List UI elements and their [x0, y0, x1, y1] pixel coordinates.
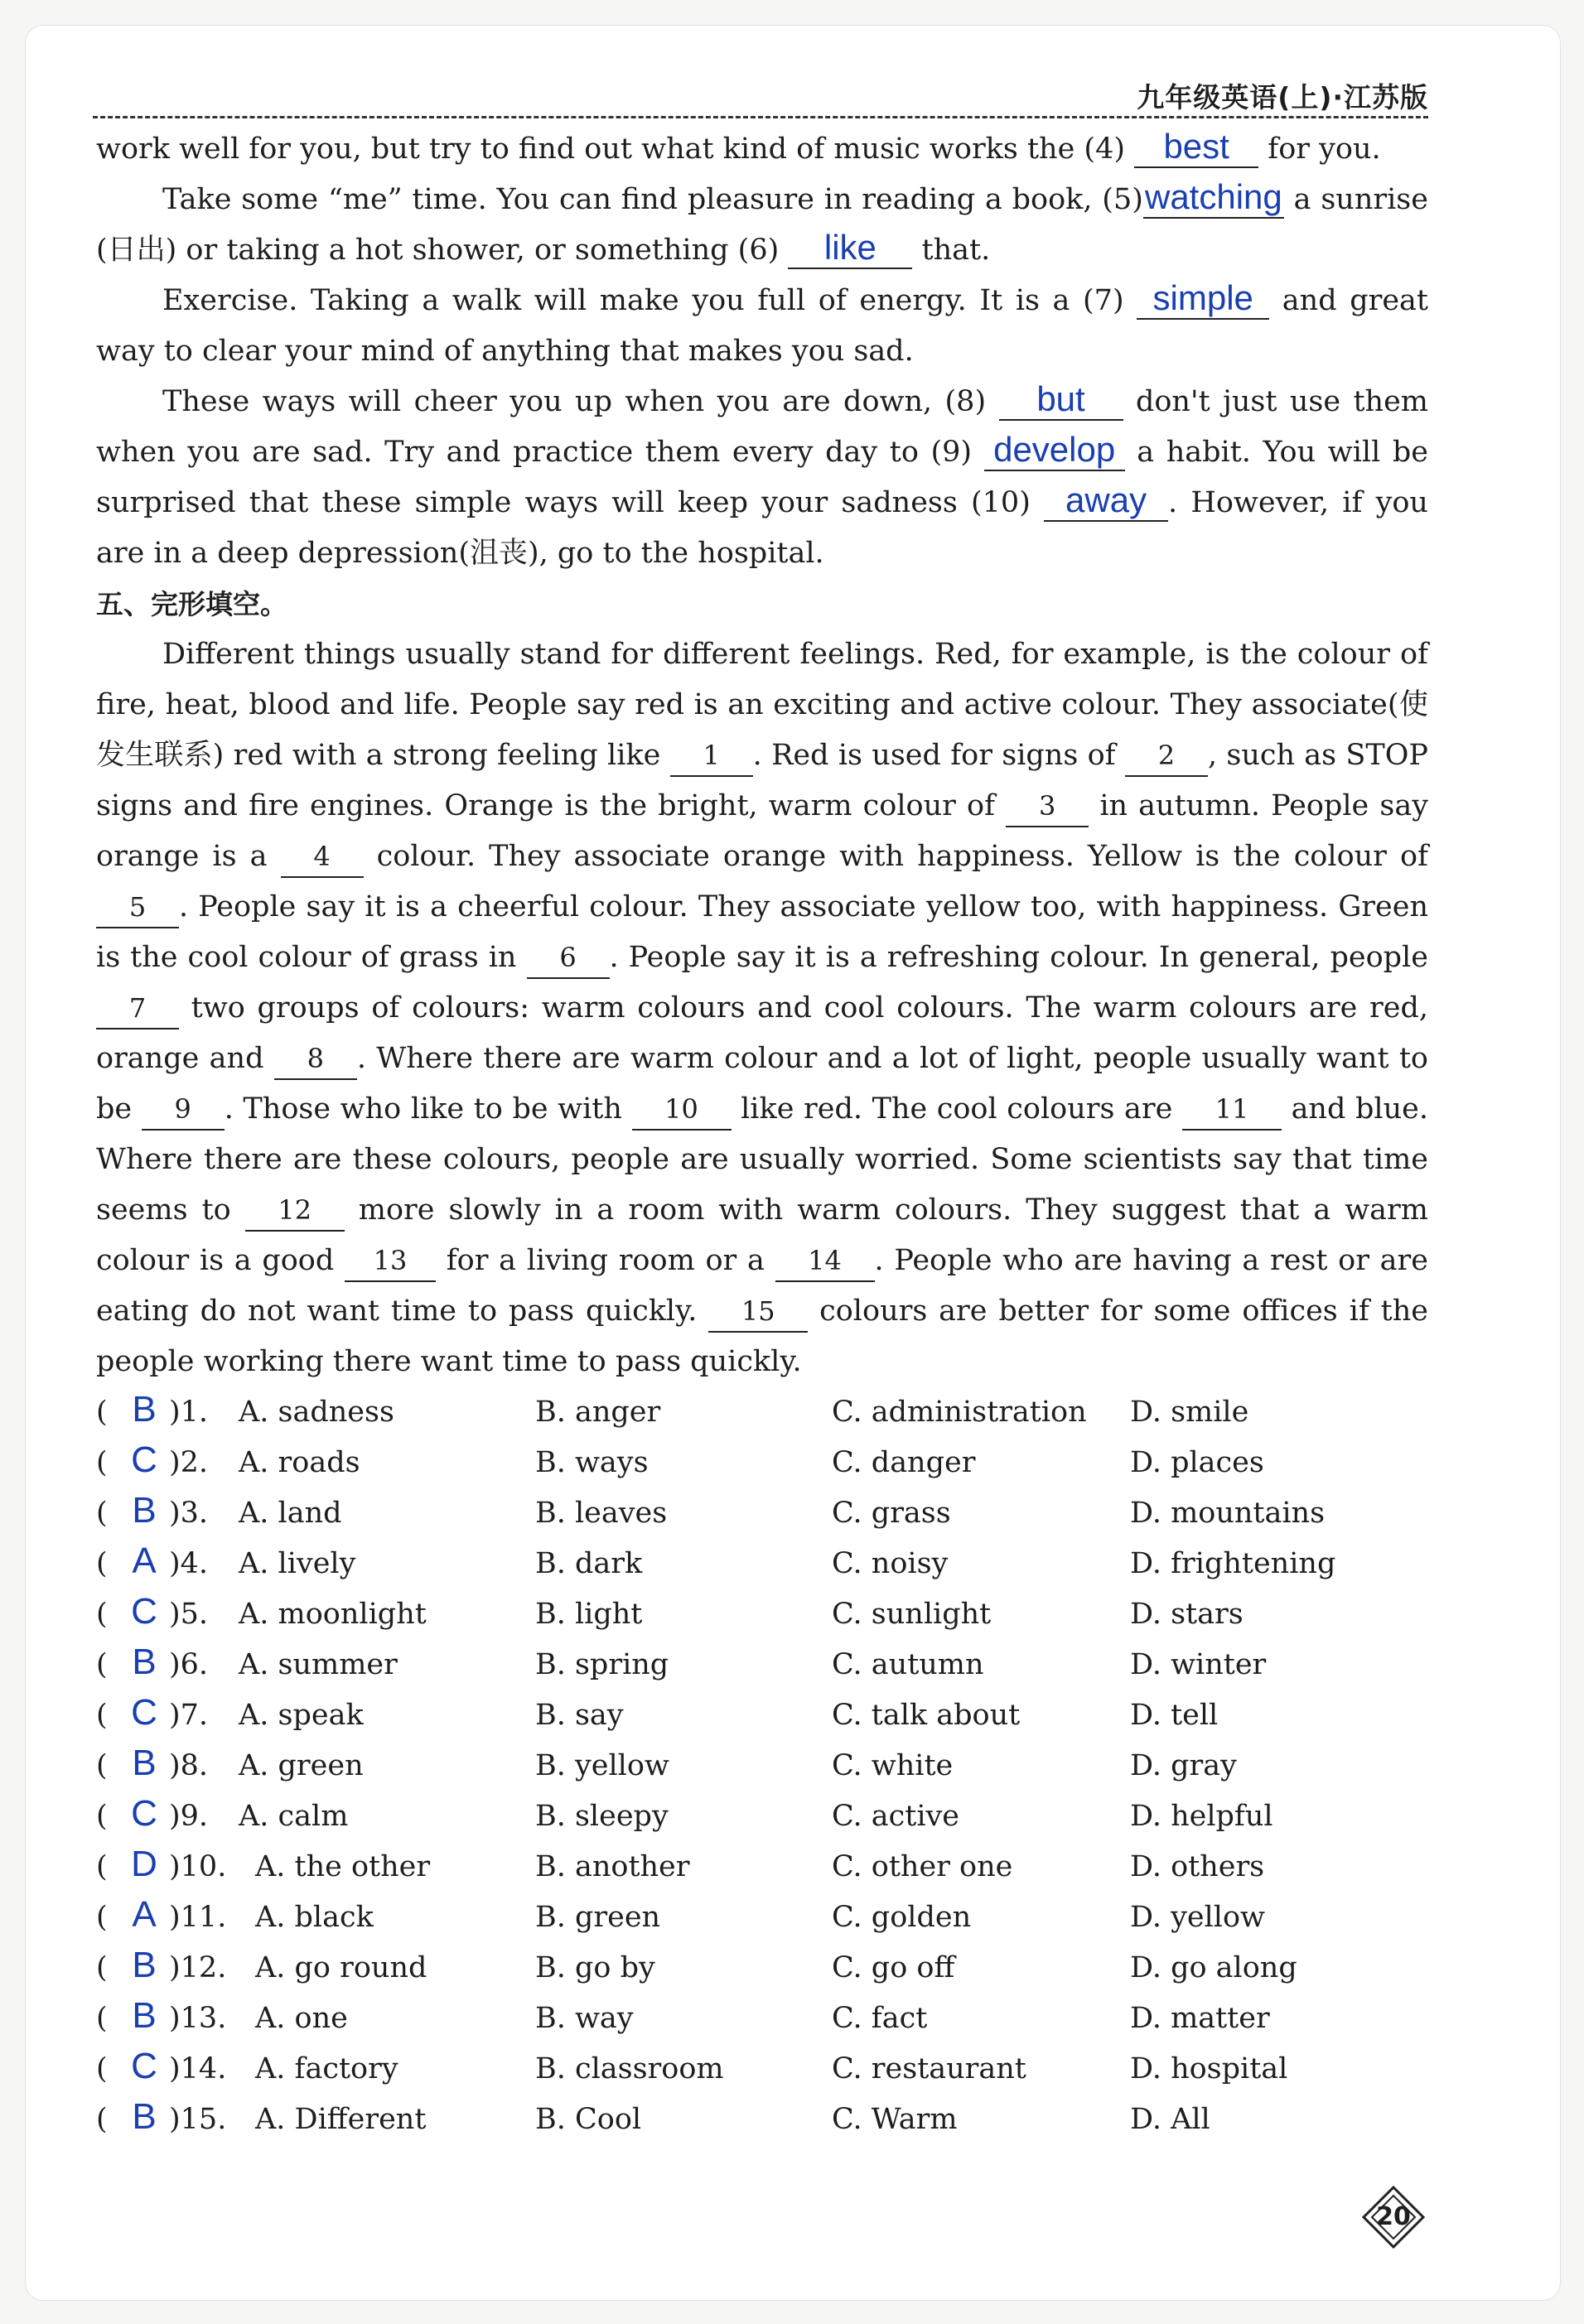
- header-title: 九年级英语(上)·江苏版: [1137, 81, 1428, 113]
- page-header: [93, 76, 1428, 118]
- option-c: C. fact: [832, 2002, 928, 2035]
- option-a: A. speak: [239, 1699, 364, 1732]
- question-row: ( B )6. A. summer B. spring C. autumn D. winter: [96, 1640, 1428, 1690]
- option-b: B. go by: [535, 1951, 655, 1984]
- cloze-blank: 14: [775, 1241, 875, 1282]
- option-a: A. moonlight: [239, 1598, 427, 1631]
- option-c: C. administration: [832, 1396, 1087, 1429]
- question-row: ( C )9. A. calm B. sleepy C. active D. helpful: [96, 1791, 1428, 1842]
- option-c: C. other one: [832, 1850, 1013, 1883]
- cloze-blank: 1: [670, 735, 753, 777]
- question-row: ( B )8. A. green B. yellow C. white D. gray: [96, 1741, 1428, 1791]
- option-d: D. frightening: [1130, 1547, 1336, 1580]
- option-b: B. ways: [535, 1446, 649, 1479]
- option-c: C. restaurant: [832, 2052, 1026, 2085]
- option-c: C. danger: [832, 1446, 976, 1479]
- cloze-blank: 8: [274, 1039, 357, 1080]
- option-d: D. smile: [1130, 1396, 1249, 1429]
- answer-letter: B: [132, 1743, 157, 1783]
- paragraph-me-time: Take some “me” time. You can find pleasure in reading a book, (5)watching a sunrise (日出) or taking a hot shower, or something (6) like that.: [96, 175, 1428, 276]
- question-row: ( B )13. A. one B. way C. fact D. matter: [96, 1994, 1428, 2044]
- answer-blank-5: watching: [1143, 177, 1284, 219]
- option-d: D. places: [1130, 1446, 1264, 1479]
- answer-letter: B: [132, 2096, 157, 2137]
- option-a: A. summer: [239, 1648, 398, 1681]
- answer-letter: A: [132, 1540, 157, 1581]
- question-row: ( B )15. A. Different B. Cool C. Warm D. All: [96, 2095, 1428, 2145]
- cloze-blank: 7: [96, 988, 179, 1029]
- cloze-blank: 11: [1182, 1089, 1282, 1131]
- option-a: A. green: [239, 1749, 364, 1782]
- cloze-blank: 15: [708, 1291, 808, 1333]
- option-b: B. yellow: [535, 1749, 669, 1782]
- answer-blank-4: best: [1134, 127, 1258, 168]
- option-a: A. roads: [239, 1446, 360, 1479]
- answer-letter: B: [132, 1490, 157, 1531]
- option-a: A. black: [255, 1901, 374, 1934]
- cloze-blank: 5: [96, 887, 179, 928]
- question-row: ( C )2. A. roads B. ways C. danger D. places: [96, 1438, 1428, 1488]
- question-row: ( B )1. A. sadness B. anger C. administration D. smile: [96, 1387, 1428, 1438]
- answer-letter: B: [132, 1945, 157, 1985]
- option-b: B. light: [535, 1598, 643, 1631]
- option-d: D. gray: [1130, 1749, 1237, 1782]
- question-row: ( D )10. A. the other B. another C. other one D. others: [96, 1842, 1428, 1892]
- answer-letter: B: [132, 1995, 157, 2036]
- answer-blank-7: simple: [1137, 278, 1269, 320]
- cloze-passage: Different things usually stand for different feelings. Red, for example, is the colour of fire, heat, blood and life. People say red is an exciting and active colour. They associate(使发生联系) red with a strong feeling like 1 . Red is used for signs of 2 , such as STOP signs and fire engines. Orange is the bright, warm colour of 3 in autumn. People say orange is a 4 colour. They associate orange with happiness. Yellow is the colour of 5 . People say it is a cheerful colour. They associate yellow too, with happiness. Green is the cool colour of grass in 6 . People say it is a refreshing colour. In general, people 7 two groups of colours: warm colours and cool colours. The warm colours are red, orange and 8 . Where there are warm colour and a lot of light, people usually want to be 9 . Those who like to be with 10 like red. The cool colours are 11 and blue. Where there are these colours, people are usually worried. Some scientists say that time seems to 12 more slowly in a room with warm colours. They suggest that a warm colour is a good 13 for a living room or a 14 . People who are having a rest or are eating do not want time to pass quickly. 15 colours are better for some offices if the people working there want time to pass quickly.: [96, 638, 1428, 1378]
- option-b: B. spring: [535, 1648, 669, 1681]
- cloze-blank: 2: [1125, 735, 1208, 777]
- option-a: A. Different: [255, 2103, 427, 2136]
- option-d: D. hospital: [1130, 2052, 1288, 2085]
- question-row: ( C )7. A. speak B. say C. talk about D. tell: [96, 1690, 1428, 1741]
- answer-letter: C: [131, 1793, 157, 1834]
- option-c: C. grass: [832, 1497, 951, 1530]
- answer-letter: B: [132, 1389, 157, 1430]
- cloze-blank: 6: [527, 938, 610, 979]
- option-d: D. tell: [1130, 1699, 1219, 1732]
- option-a: A. factory: [255, 2052, 398, 2085]
- option-c: C. active: [832, 1800, 959, 1833]
- option-b: B. classroom: [535, 2052, 724, 2085]
- option-c: C. Warm: [832, 2103, 958, 2136]
- option-a: A. the other: [255, 1850, 431, 1883]
- option-d: D. matter: [1130, 2002, 1270, 2035]
- option-c: C. sunlight: [832, 1598, 992, 1631]
- answer-letter: A: [132, 1894, 157, 1935]
- option-c: C. golden: [832, 1901, 972, 1934]
- option-d: D. stars: [1130, 1598, 1244, 1631]
- answer-blank-6: like: [788, 228, 912, 269]
- option-d: D. All: [1130, 2103, 1210, 2136]
- page-number-badge: [1360, 2184, 1427, 2250]
- answer-letter: D: [131, 1844, 157, 1884]
- option-a: A. go round: [255, 1951, 427, 1984]
- answer-letter: C: [131, 1591, 157, 1632]
- section-title-cloze: 五、完形填空。: [96, 588, 287, 620]
- option-c: C. talk about: [832, 1699, 1021, 1732]
- question-row: ( C )14. A. factory B. classroom C. restaurant D. hospital: [96, 2044, 1428, 2095]
- option-b: B. leaves: [535, 1497, 668, 1530]
- cloze-blank: 9: [142, 1089, 225, 1131]
- answer-letter: C: [131, 1692, 157, 1733]
- option-a: A. land: [239, 1497, 342, 1530]
- option-a: A. one: [255, 2002, 348, 2035]
- cloze-blank: 3: [1006, 786, 1089, 827]
- option-d: D. winter: [1130, 1648, 1267, 1681]
- option-a: A. sadness: [239, 1396, 394, 1429]
- option-c: C. go off: [832, 1951, 955, 1984]
- option-d: D. go along: [1130, 1951, 1297, 1984]
- paragraph-music: work well for you, but try to find out what kind of music works the (4) best for you.: [96, 124, 1428, 175]
- cloze-blank: 10: [632, 1089, 732, 1131]
- cloze-blank: 13: [345, 1241, 436, 1282]
- answer-blank-8: but: [999, 379, 1123, 421]
- option-b: B. say: [535, 1699, 624, 1732]
- question-row: ( B )12. A. go round B. go by C. go off D. go along: [96, 1943, 1428, 1994]
- option-b: B. anger: [535, 1396, 661, 1429]
- answer-letter: C: [131, 2046, 157, 2086]
- question-row: ( A )4. A. lively B. dark C. noisy D. frightening: [96, 1539, 1428, 1589]
- option-c: C. noisy: [832, 1547, 949, 1580]
- page-number: 20: [1376, 2202, 1411, 2231]
- paragraph-exercise: Exercise. Taking a walk will make you full of energy. It is a (7) simple and great way to clear your mind of anything that makes you sad.: [96, 278, 1428, 368]
- option-d: D. mountains: [1130, 1497, 1326, 1530]
- question-list: [96, 1387, 1428, 2145]
- option-b: B. Cool: [535, 2103, 642, 2136]
- option-c: C. white: [832, 1749, 954, 1782]
- question-row: ( A )11. A. black B. green C. golden D. yellow: [96, 1892, 1428, 1943]
- option-d: D. others: [1130, 1850, 1265, 1883]
- option-b: B. green: [535, 1901, 661, 1934]
- cloze-blank: 12: [245, 1190, 345, 1232]
- option-b: B. dark: [535, 1547, 643, 1580]
- question-row: ( C )5. A. moonlight B. light C. sunlight D. stars: [96, 1589, 1428, 1640]
- question-row: ( B )3. A. land B. leaves C. grass D. mountains: [96, 1488, 1428, 1539]
- option-b: B. another: [535, 1850, 690, 1883]
- page-content: [96, 124, 1428, 2145]
- answer-letter: B: [132, 1642, 157, 1682]
- option-b: B. way: [535, 2002, 634, 2035]
- option-d: D. yellow: [1130, 1901, 1265, 1934]
- option-a: A. calm: [239, 1800, 349, 1833]
- option-a: A. lively: [239, 1547, 356, 1580]
- answer-blank-10: away: [1044, 480, 1168, 522]
- cloze-blank: 4: [281, 837, 364, 878]
- answer-letter: C: [131, 1439, 157, 1480]
- option-d: D. helpful: [1130, 1800, 1273, 1833]
- paragraph-ways: These ways will cheer you up when you are down, (8) but don't just use them when you are sad. Try and practice them every day to (9) develop a habit. You will be surprised that these simple ways will keep your sadness (10) away . However, if you are in a deep depression(沮丧), go to the hospital.: [96, 379, 1428, 570]
- answer-blank-9: develop: [984, 430, 1125, 471]
- option-b: B. sleepy: [535, 1800, 669, 1833]
- option-c: C. autumn: [832, 1648, 984, 1681]
